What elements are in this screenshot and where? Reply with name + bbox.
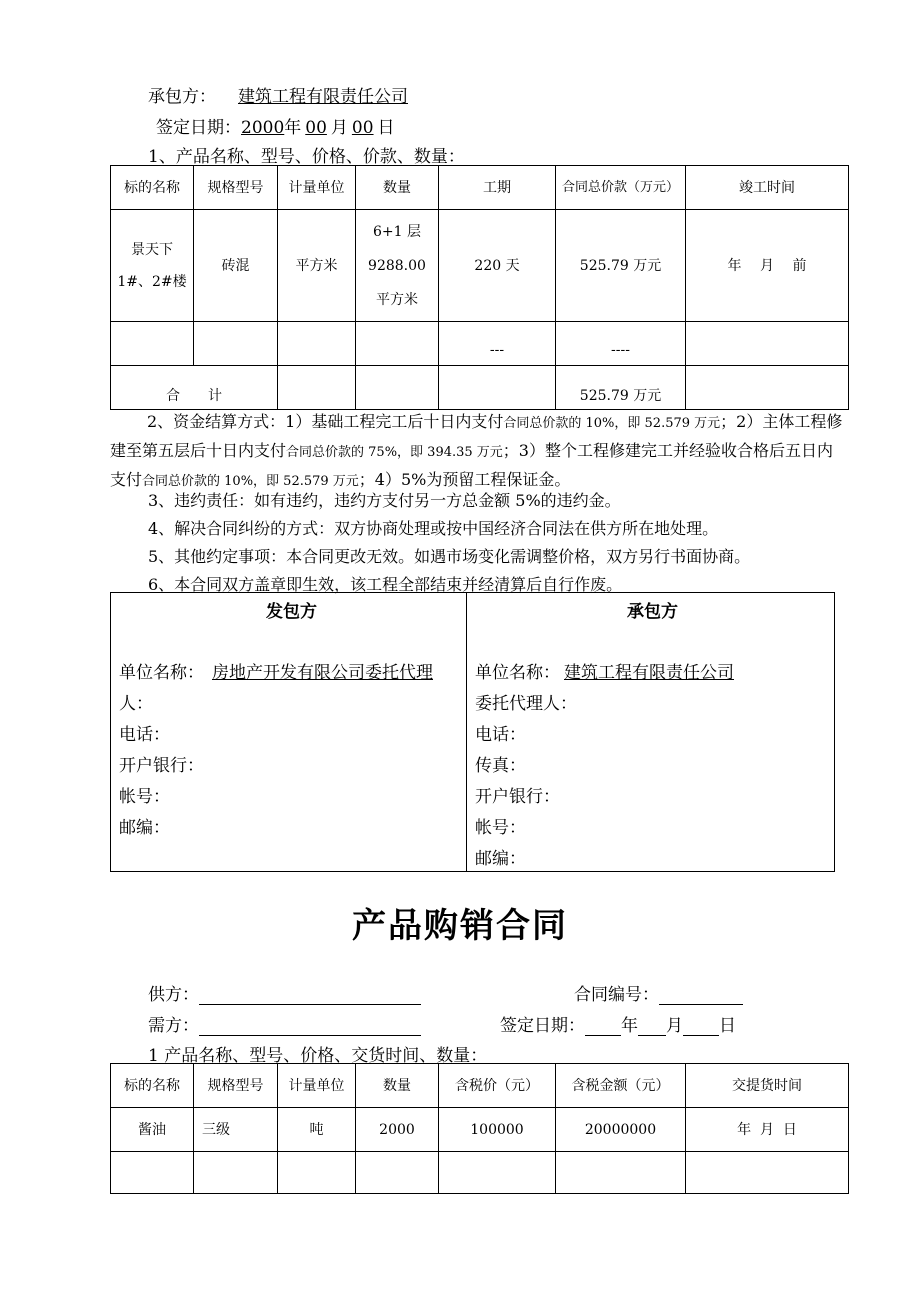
sign-date-month: 00 [305, 118, 327, 138]
contractor-line [148, 82, 418, 107]
signature-divider [466, 593, 467, 871]
sign-date-line [156, 113, 395, 138]
cell-qty [356, 210, 439, 322]
table-sum-row [111, 366, 849, 410]
cell-empty [278, 322, 356, 366]
contractor-agent: 委托代理人： [475, 694, 577, 714]
header-cell: 计量单位 [278, 1064, 356, 1108]
header-cell: 含税金额（元） [556, 1064, 686, 1108]
contractor-phone: 电话： [475, 725, 526, 745]
header-cell: 含税价（元） [439, 1064, 556, 1108]
month-blank [638, 1017, 666, 1036]
cell-completion: 年 月 前 [686, 210, 849, 322]
cell-qty: 2000 [356, 1108, 439, 1152]
contract-no-blank [659, 986, 743, 1005]
employer-zip: 邮编： [119, 818, 170, 838]
clause-2-text: 合同总价款的 75%，即 394.35 万元 [286, 445, 503, 460]
day-char: 日 [719, 1016, 736, 1036]
cell-period: 220 天 [439, 210, 556, 322]
signature-left [119, 593, 464, 844]
cell-empty [439, 366, 556, 410]
cell-empty [686, 1152, 849, 1194]
cell-total: 525.79 万元 [556, 210, 686, 322]
clause-3: 3、违约责任：如有违约，违约方支付另一方总金额 5%的违约金。 [148, 491, 621, 510]
buyer-blank [199, 1017, 421, 1036]
unit-value: 建筑工程有限责任公司 [564, 663, 734, 683]
employer-phone: 电话： [119, 725, 170, 745]
header-cell: 工期 [439, 166, 556, 210]
clause-5: 5、其他约定事项：本合同更改无效。如遇市场变化需调整价格，双方另行书面协商。 [148, 547, 751, 566]
table-row [111, 322, 849, 366]
header-cell: 规格型号 [194, 166, 278, 210]
name-line: 景天下 [131, 241, 173, 258]
cell-empty [111, 1152, 194, 1194]
header-cell: 交提货时间 [686, 1064, 849, 1108]
cell-spec: 三级 [194, 1108, 278, 1152]
cell-empty [278, 1152, 356, 1194]
sum-label: 合 计 [111, 366, 278, 410]
signature-right [475, 593, 830, 875]
header-cell: 数量 [356, 166, 439, 210]
employer-unit [119, 658, 464, 689]
header-cell: 标的名称 [111, 1064, 194, 1108]
supplier-label: 供方： [148, 985, 199, 1005]
sign-date-label: 签定日期： [156, 118, 241, 138]
contractor-label: 承包方： [148, 87, 216, 107]
employer-bank: 开户银行： [119, 756, 204, 776]
qty-line: 6+1 层 [373, 223, 421, 240]
cell-unit: 平方米 [278, 210, 356, 322]
qty-line: 9288.00 [368, 257, 426, 274]
cell-empty [194, 1152, 278, 1194]
header-cell: 规格型号 [194, 1064, 278, 1108]
cell-spec: 砖混 [194, 210, 278, 322]
unit-value: 房地产开发有限公司委托代理 [212, 663, 433, 683]
table-header-row [111, 1064, 849, 1108]
clause-2-text: 合同总价款的 10%，即 52.579 万元 [142, 474, 359, 489]
cell-name: 酱油 [111, 1108, 194, 1152]
signature-box [110, 592, 835, 872]
table-row [111, 1152, 849, 1194]
contractor-account: 帐号： [475, 818, 526, 838]
contractor-fax: 传真： [475, 756, 526, 776]
cell-empty [356, 1152, 439, 1194]
cell-price: 100000 [439, 1108, 556, 1152]
clause-2-text: ；4）5%为预留工程保证金。 [358, 470, 571, 489]
contract-no-label: 合同编号： [574, 985, 659, 1005]
name-line: 1#、2#楼 [117, 273, 187, 290]
clause-4: 4、解决合同纠纷的方式：双方协商处理或按中国经济合同法在供方所在地处理。 [148, 519, 719, 538]
sum-total: 525.79 万元 [556, 366, 686, 410]
contract-no-line [574, 980, 743, 1005]
year-char: 年 [621, 1016, 638, 1036]
sign-date-year: 2000 [241, 118, 285, 138]
employer-account: 帐号： [119, 787, 170, 807]
supplier-blank [199, 986, 421, 1005]
clause-2-text: ；3）整个工程修建完工并经验收合格后五日内支付 [110, 441, 833, 489]
cell-empty [356, 322, 439, 366]
header-cell: 数量 [356, 1064, 439, 1108]
product-table [110, 1063, 849, 1194]
section-1-heading-2: 1 产品名称、型号、价格、交货时间、数量： [148, 1046, 488, 1066]
clause-6: 6、本合同双方盖章即生效，该工程全部结束并经清算后自行作废。 [148, 575, 623, 594]
cell-empty [686, 322, 849, 366]
employer-title: 发包方 [266, 602, 317, 622]
unit-label: 单位名称： [475, 663, 560, 683]
header-cell: 竣工时间 [686, 166, 849, 210]
cell-name [111, 210, 194, 322]
table-row [111, 210, 849, 322]
cell-unit: 吨 [278, 1108, 356, 1152]
sign-date-label: 签定日期： [500, 1016, 585, 1036]
buyer-line [148, 1011, 421, 1036]
contractor-unit [475, 658, 830, 689]
unit-label: 单位名称： [119, 663, 204, 683]
sign-date-day: 00 [351, 118, 374, 138]
clause-2-text: ；2）主体工程修建至第五层后十日内支付 [110, 412, 843, 460]
contract-title: 产品购销合同 [352, 906, 568, 946]
table-row [111, 1108, 849, 1152]
year-char: 年 [284, 118, 302, 138]
cell-amount: 20000000 [556, 1108, 686, 1152]
cell-empty [194, 322, 278, 366]
cell-delivery: 年 月 日 [686, 1108, 849, 1152]
cell-empty [556, 1152, 686, 1194]
day-char: 日 [377, 118, 395, 138]
contractor-zip: 邮编： [475, 849, 526, 869]
cell-period: --- [439, 322, 556, 366]
header-cell: 标的名称 [111, 166, 194, 210]
month-char: 月 [666, 1016, 683, 1036]
contractor-title: 承包方 [627, 602, 678, 622]
cell-total: ---- [556, 322, 686, 366]
day-blank [683, 1017, 719, 1036]
month-char: 月 [330, 118, 348, 138]
section-1-heading: 1、产品名称、型号、价格、价款、数量： [148, 147, 465, 167]
cell-empty [111, 322, 194, 366]
clause-2-text: 2、资金结算方式：1）基础工程完工后十日内支付 [147, 412, 504, 431]
buyer-label: 需方： [148, 1016, 199, 1036]
contractor-name: 建筑工程有限责任公司 [238, 87, 408, 107]
clause-2 [110, 408, 848, 495]
clause-2-text: 合同总价款的 10%，即 52.579 万元 [503, 416, 721, 431]
cell-empty [439, 1152, 556, 1194]
supplier-line [148, 980, 421, 1005]
header-cell: 计量单位 [278, 166, 356, 210]
contract-table [110, 165, 849, 410]
header-cell: 合同总价款（万元） [556, 166, 686, 210]
employer-agent-cont: 人： [119, 694, 153, 714]
qty-line: 平方米 [376, 291, 418, 308]
cell-empty [278, 366, 356, 410]
contractor-bank: 开户银行： [475, 787, 560, 807]
table-header-row [111, 166, 849, 210]
sign-date-line-2 [500, 1011, 736, 1036]
cell-empty [686, 366, 849, 410]
cell-empty [356, 366, 439, 410]
year-blank [585, 1017, 621, 1036]
